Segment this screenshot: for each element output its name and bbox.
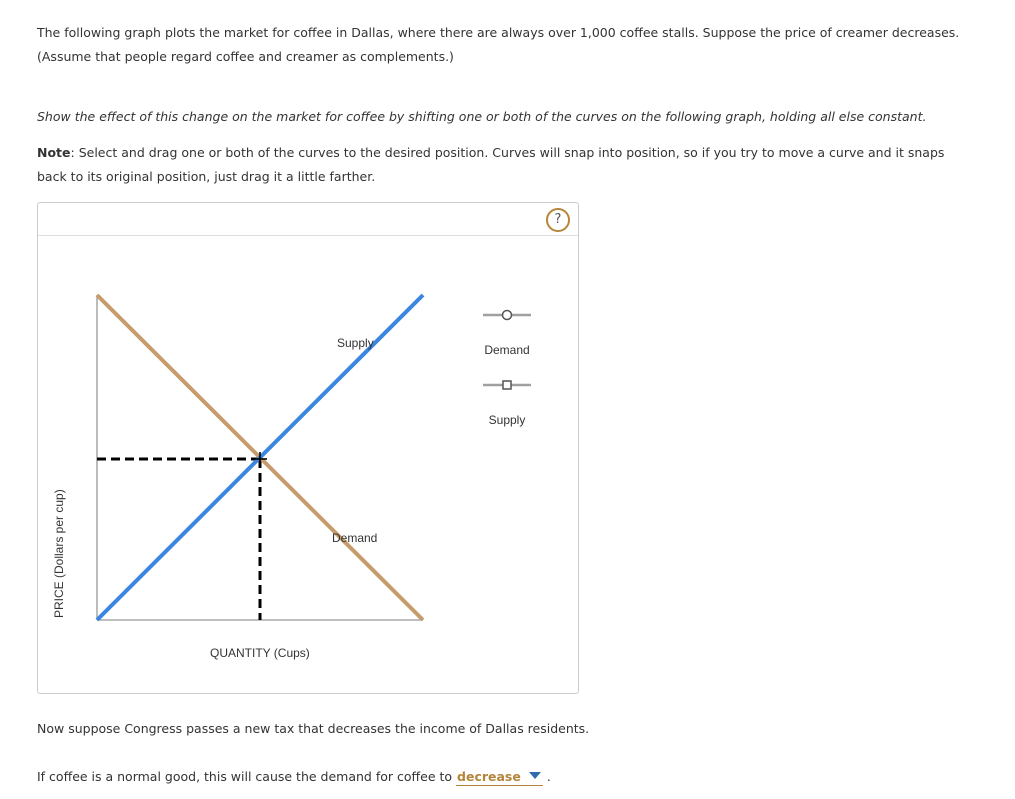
supply-curve-label: Supply	[337, 336, 374, 350]
supply-tool-icon	[477, 377, 537, 393]
follow-up-question	[37, 765, 551, 789]
note-paragraph	[37, 141, 967, 189]
demand-change-dropdown[interactable]	[456, 769, 543, 786]
demand-tool-icon	[477, 307, 537, 323]
instruction-text: Show the effect of this change on the market for coffee by shifting one or both of the curves on the following graph, holding all else constant.	[37, 109, 927, 124]
question-suffix: .	[546, 769, 551, 784]
graph-panel	[37, 202, 579, 694]
graph-canvas	[38, 203, 578, 693]
note-label: Note	[37, 145, 71, 160]
demand-curve-label: Demand	[332, 531, 378, 545]
dropdown-value: decrease	[457, 769, 521, 784]
caret-down-icon	[529, 772, 541, 779]
legend-supply-tool[interactable]	[477, 377, 537, 429]
help-button[interactable]: ?	[546, 208, 570, 232]
x-axis-title: QUANTITY (Cups)	[210, 646, 310, 660]
y-axis-title: PRICE (Dollars per cup)	[52, 489, 66, 618]
legend-demand-tool[interactable]	[477, 307, 537, 359]
intro-line-2: (Assume that people regard coffee and creamer as complements.)	[37, 49, 454, 64]
legend-demand-label: Demand	[484, 343, 530, 357]
legend-supply-label: Supply	[488, 413, 526, 427]
problem-intro	[37, 21, 977, 69]
intro-line-1: The following graph plots the market for coffee in Dallas, where there are always over 1,000 coffee stalls. Suppose the price of creamer decreases.	[37, 25, 960, 40]
question-prefix: If coffee is a normal good, this will cause the demand for coffee to	[37, 769, 453, 784]
follow-up-text: Now suppose Congress passes a new tax that decreases the income of Dallas residents.	[37, 721, 590, 736]
note-text: : Select and drag one or both of the curves to the desired position. Curves will snap into position, so if you try to move a curve and it snaps back to its original position, just drag it a little farther.	[37, 145, 945, 184]
